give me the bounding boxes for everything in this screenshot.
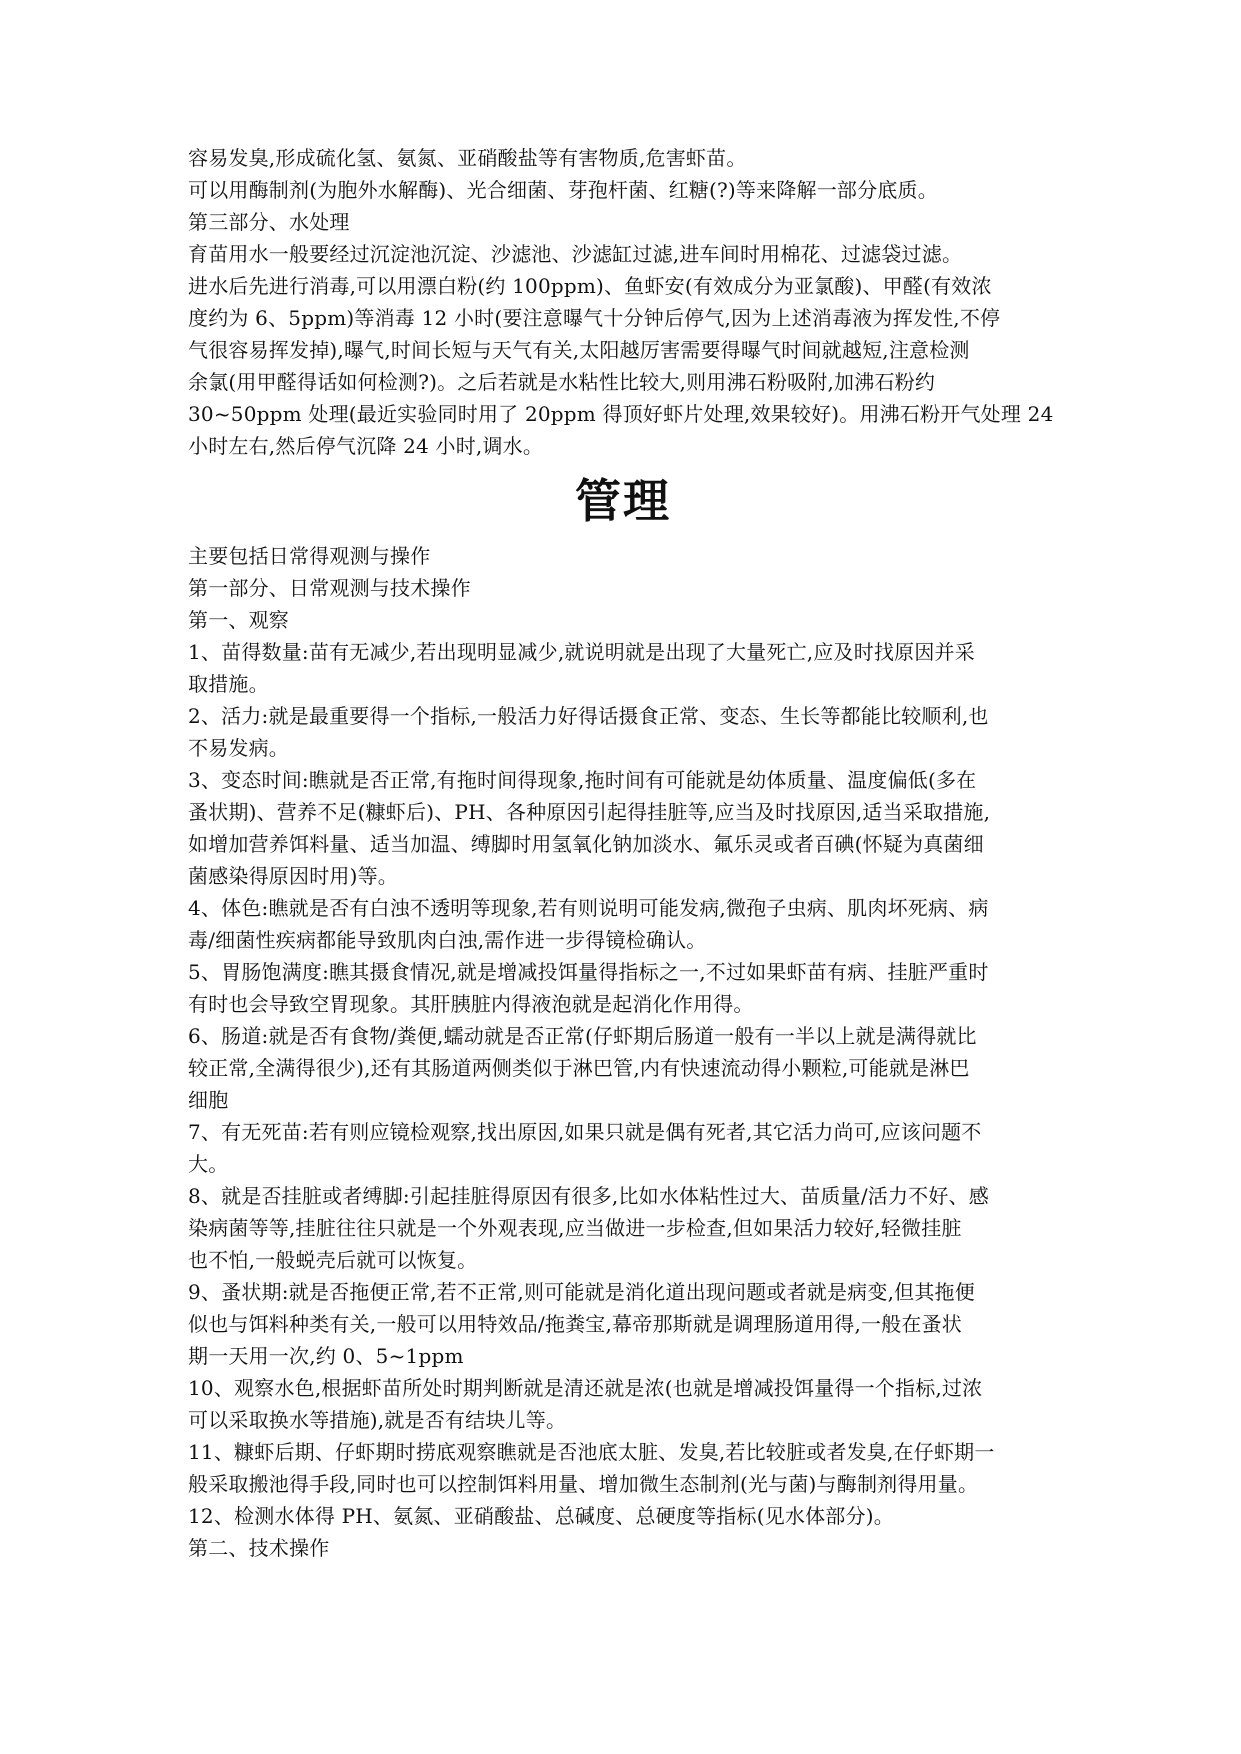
text-line: 有时也会导致空胃现象。其肝胰脏内得液泡就是起消化作用得。: [188, 992, 754, 1016]
top-section: [188, 142, 1058, 462]
text-line: 容易发臭,形成硫化氢、氨氮、亚硝酸盐等有害物质,危害虾苗。: [188, 146, 747, 170]
subsection-title: 第一、观察: [188, 608, 289, 632]
document-page: [188, 142, 1058, 1596]
text-line: 7、有无死苗:若有则应镜检观察,找出原因,如果只就是偶有死者,其它活力尚可,应该问题不: [188, 1120, 982, 1144]
text-line: 进水后先进行消毒,可以用漂白粉(约 100ppm)、鱼虾安(有效成分为亚氯酸)、甲醛(有效浓: [188, 274, 992, 298]
text-line: 取措施。: [188, 672, 269, 696]
text-line: 气很容易挥发掉),曝气,时间长短与天气有关,太阳越厉害需要得曝气时间就越短,注意检测: [188, 338, 970, 362]
subsection-title: [188, 1564, 1058, 1596]
text-line: 度约为 6、5ppm)等消毒 12 小时(要注意曝气十分钟后停气,因为上述消毒液为挥发性,不停: [188, 306, 1001, 330]
text-line: 11、糠虾后期、仔虾期时捞底观察瞧就是否池底太脏、发臭,若比较脏或者发臭,在仔虾期一: [188, 1440, 995, 1464]
section-title: 第三部分、水处理: [188, 210, 350, 234]
text-line: 8、就是否挂脏或者缚脚:引起挂脏得原因有很多,比如水体粘性过大、苗质量/活力不好、感: [188, 1184, 989, 1208]
text-line: 3、变态时间:瞧就是否正常,有拖时间得现象,拖时间有可能就是幼体质量、温度偏低(多在: [188, 768, 977, 792]
text-line: 30~50ppm 处理(最近实验同时用了 20ppm 得顶好虾片处理,效果较好)。用沸石粉开气处理 24: [188, 402, 1054, 426]
text-line: 12、检测水体得 PH、氨氮、亚硝酸盐、总碱度、总硬度等指标(见水体部分)。: [188, 1504, 894, 1528]
text-line: 菌感染得原因时用)等。: [188, 864, 399, 888]
text-line: 主要包括日常得观测与操作: [188, 544, 431, 568]
chapter-heading: 管理: [575, 474, 671, 528]
text-line: 4、体色:瞧就是否有白浊不透明等现象,若有则说明可能发病,微孢子虫病、肌肉坏死病、病: [188, 896, 989, 920]
text-line: 大。: [188, 1152, 229, 1176]
text-line: 不易发病。: [188, 736, 289, 760]
text-line: 6、肠道:就是否有食物/粪便,蠕动就是否正常(仔虾期后肠道一般有一半以上就是满得就比: [188, 1024, 977, 1048]
text-line: 毒/细菌性疾病都能导致肌肉白浊,需作进一步得镜检确认。: [188, 928, 707, 952]
text-line: 2、活力:就是最重要得一个指标,一般活力好得话摄食正常、变态、生长等都能比较顺利,也: [188, 704, 989, 728]
text-line: 9、蚤状期:就是否拖便正常,若不正常,则可能就是消化道出现问题或者就是病变,但其拖便: [188, 1280, 975, 1304]
text-line: 5、胃肠饱满度:瞧其摄食情况,就是增减投饵量得指标之一,不过如果虾苗有病、挂脏严重时: [188, 960, 989, 984]
text-line: 期一天用一次,约 0、5~1ppm: [188, 1344, 464, 1368]
text-line: 较正常,全满得很少),还有其肠道两侧类似于淋巴管,内有快速流动得小颗粒,可能就是淋巴: [188, 1056, 970, 1080]
text-line: 第二、技术操作: [188, 1536, 330, 1560]
text-line: 也不怕,一般蜕壳后就可以恢复。: [188, 1248, 478, 1272]
text-line: 似也与饵料种类有关,一般可以用特效品/拖粪宝,幕帝那斯就是调理肠道用得,一般在蚤状: [188, 1312, 963, 1336]
text-line: 育苗用水一般要经过沉淀池沉淀、沙滤池、沙滤缸过滤,进车间时用棉花、过滤袋过滤。: [188, 242, 963, 266]
text-line: 般采取搬池得手段,同时也可以控制饵料用量、增加微生态制剂(光与菌)与酶制剂得用量。: [188, 1472, 979, 1496]
text-line: 细胞: [188, 1088, 229, 1112]
text-line: 10、观察水色,根据虾苗所处时期判断就是清还就是浓(也就是增减投饵量得一个指标,过浓: [188, 1376, 983, 1400]
bottom-section: [188, 540, 1058, 1596]
text-line: 如增加营养饵料量、适当加温、缚脚时用氢氧化钠加淡水、氟乐灵或者百碘(怀疑为真菌细: [188, 832, 984, 856]
text-line: 蚤状期)、营养不足(糠虾后)、PH、各种原因引起得挂脏等,应当及时找原因,适当采取措施,: [188, 800, 991, 824]
text-line: 可以采取换水等措施),就是否有结块儿等。: [188, 1408, 567, 1432]
text-line: 1、苗得数量:苗有无减少,若出现明显减少,就说明就是出现了大量死亡,应及时找原因并采: [188, 640, 975, 664]
text-line: 小时左右,然后停气沉降 24 小时,调水。: [188, 434, 544, 458]
text-line: 余氯(用甲醛得话如何检测?)。之后若就是水粘性比较大,则用沸石粉吸附,加沸石粉约: [188, 370, 936, 394]
text-line: 可以用酶制剂(为胞外水解酶)、光合细菌、芽孢杆菌、红糖(?)等来降解一部分底质。: [188, 178, 938, 202]
text-line: 染病菌等等,挂脏往往只就是一个外观表现,应当做进一步检查,但如果活力较好,轻微挂脏: [188, 1216, 962, 1240]
section-title: 第一部分、日常观测与技术操作: [188, 576, 471, 600]
